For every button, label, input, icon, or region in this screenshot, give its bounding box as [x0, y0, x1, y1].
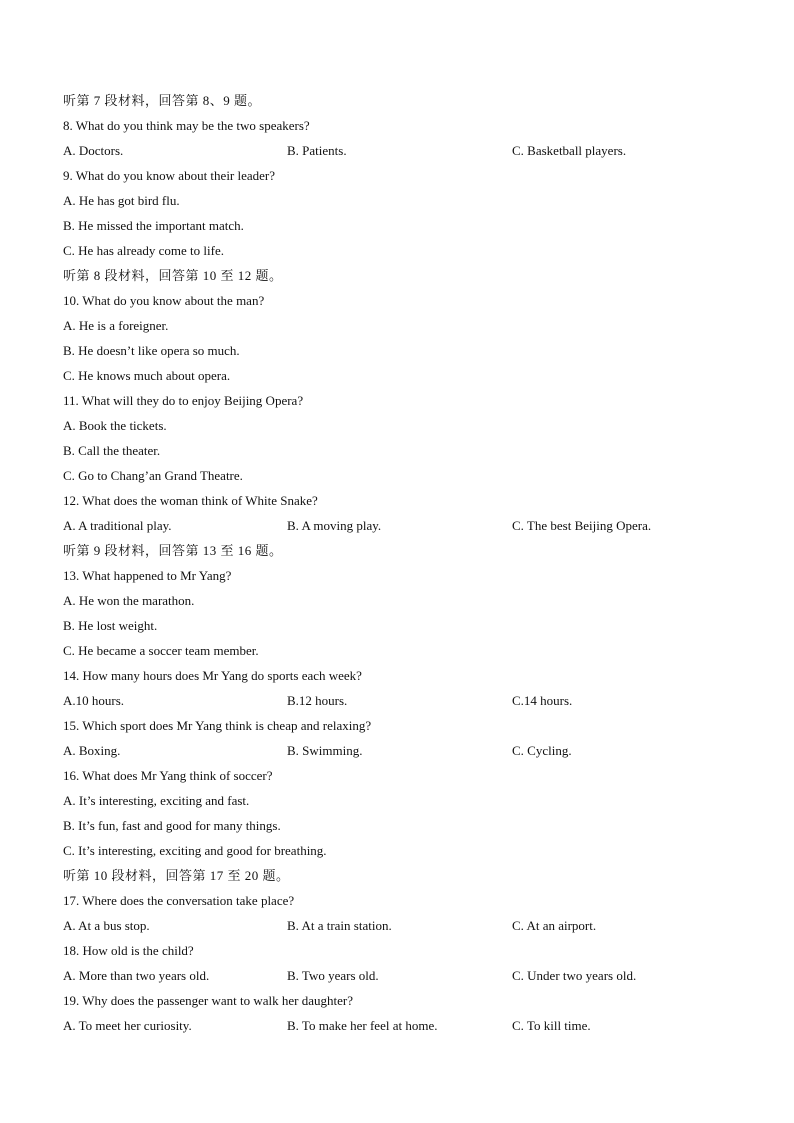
question-text: 17. Where does the conversation take place?	[63, 893, 295, 908]
question-text: 10. What do you know about the man?	[63, 293, 265, 308]
options-row	[63, 738, 743, 763]
options-row	[63, 1013, 743, 1038]
section-heading: 听第 9 段材料，回答第 13 至 16 题。	[63, 543, 283, 558]
answer-option: B. He lost weight.	[63, 618, 158, 633]
answer-option: B.12 hours.	[287, 693, 348, 708]
answer-option: C. Basketball players.	[512, 143, 627, 158]
options-row	[63, 513, 743, 538]
question-text: 11. What will they do to enjoy Beijing Opera?	[63, 393, 304, 408]
section-heading: 听第 10 段材料，回答第 17 至 20 题。	[63, 868, 290, 883]
answer-option: C. At an airport.	[512, 918, 597, 933]
answer-option: C. Cycling.	[512, 743, 572, 758]
question-text: 8. What do you think may be the two speakers?	[63, 118, 310, 133]
options-row	[63, 963, 743, 988]
answer-option: C. Under two years old.	[512, 968, 637, 983]
answer-option: C. He became a soccer team member.	[63, 643, 259, 658]
answer-option: A. It’s interesting, exciting and fast.	[63, 793, 250, 808]
question-text: 14. How many hours does Mr Yang do sports each week?	[63, 668, 362, 683]
answer-option: C. Go to Chang’an Grand Theatre.	[63, 468, 243, 483]
question-text: 12. What does the woman think of White Snake?	[63, 493, 318, 508]
answer-option: A. A traditional play.	[63, 518, 172, 533]
answer-option: C. To kill time.	[512, 1018, 591, 1033]
question-text: 16. What does Mr Yang think of soccer?	[63, 768, 273, 783]
answer-option: B. Swimming.	[287, 743, 363, 758]
question-text: 15. Which sport does Mr Yang think is cheap and relaxing?	[63, 718, 372, 733]
answer-option: C. It’s interesting, exciting and good for breathing.	[63, 843, 327, 858]
question-text: 9. What do you know about their leader?	[63, 168, 276, 183]
answer-option: A. He is a foreigner.	[63, 318, 169, 333]
answer-option: B. He doesn’t like opera so much.	[63, 343, 240, 358]
answer-option: B. Two years old.	[287, 968, 379, 983]
answer-option: C. The best Beijing Opera.	[512, 518, 652, 533]
answer-option: B. At a train station.	[287, 918, 392, 933]
answer-option: B. Call the theater.	[63, 443, 161, 458]
answer-option: B. To make her feel at home.	[287, 1018, 438, 1033]
answer-option: B. Patients.	[287, 143, 347, 158]
answer-option: A.10 hours.	[63, 693, 125, 708]
answer-option: A. He has got bird flu.	[63, 193, 180, 208]
answer-option: A. At a bus stop.	[63, 918, 150, 933]
options-row	[63, 913, 743, 938]
answer-option: B. It’s fun, fast and good for many things.	[63, 818, 281, 833]
options-row	[63, 688, 743, 713]
answer-option: C. He has already come to life.	[63, 243, 224, 258]
answer-option: A. Book the tickets.	[63, 418, 167, 433]
question-text: 18. How old is the child?	[63, 943, 194, 958]
options-row	[63, 138, 743, 163]
question-text: 13. What happened to Mr Yang?	[63, 568, 232, 583]
answer-option: B. He missed the important match.	[63, 218, 244, 233]
section-heading: 听第 8 段材料，回答第 10 至 12 题。	[63, 268, 283, 283]
exam-page	[63, 88, 743, 1038]
answer-option: A. He won the marathon.	[63, 593, 195, 608]
answer-option: B. A moving play.	[287, 518, 382, 533]
answer-option: A. To meet her curiosity.	[63, 1018, 192, 1033]
section-heading: 听第 7 段材料，回答第 8、9 题。	[63, 93, 262, 108]
answer-option: A. Doctors.	[63, 143, 124, 158]
answer-option: C. He knows much about opera.	[63, 368, 231, 383]
answer-option: A. Boxing.	[63, 743, 121, 758]
question-text: 19. Why does the passenger want to walk her daughter?	[63, 993, 354, 1008]
answer-option: A. More than two years old.	[63, 968, 210, 983]
answer-option: C.14 hours.	[512, 693, 573, 708]
